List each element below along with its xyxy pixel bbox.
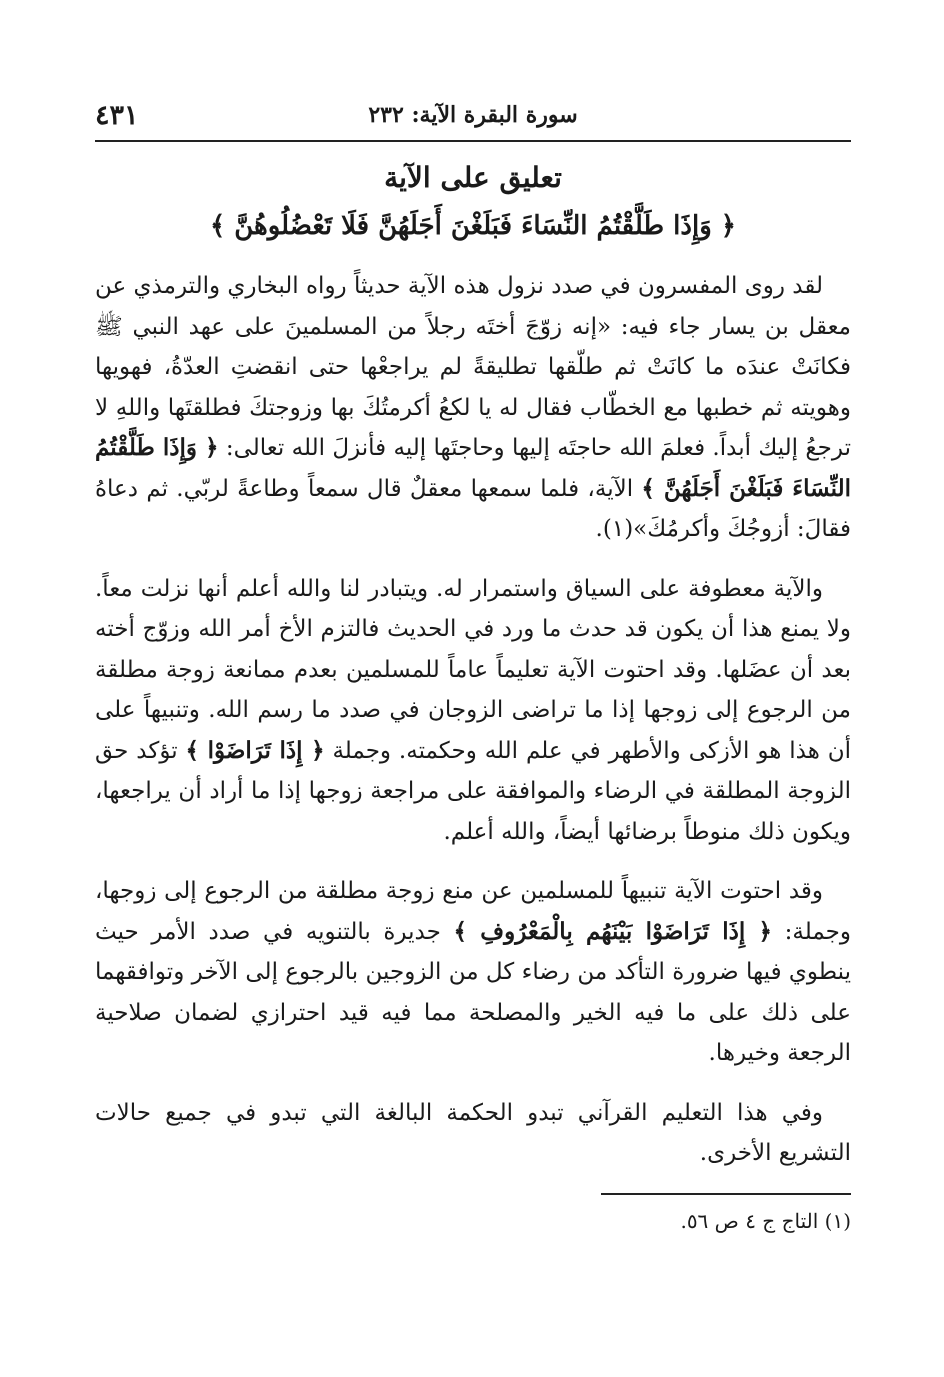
running-header xyxy=(95,100,851,142)
footnote: (١) التاج ج ٤ ص ٥٦. xyxy=(680,1208,851,1233)
quran-quote: ﴿ وَإِذَا طَلَّقْتُمُ النِّسَاءَ فَبَلَغْنَ أَجَلَهُنَّ ﴾ xyxy=(95,434,851,502)
page-number: ٤٣١ xyxy=(95,100,139,131)
paragraph-text: جديرة بالتنويه في صدد الأمر حيث ينطوي فيها ضرورة التأكد من رضاء كل من الزوجين بالرجوع إلى الآخر وتوافقهما على ذلك على ما فيه الخير والمصلحة مما فيه قيد احترازي لضمان صلاحية الرجعة وخيرها. xyxy=(95,918,851,1066)
body-text xyxy=(95,266,851,1174)
section-title: تعليق على الآية xyxy=(384,161,562,194)
paragraph-text: وفي هذا التعليم القرآني تبدو الحكمة البالغة التي تبدو في جميع حالات التشريع الأخرى. xyxy=(95,1099,851,1166)
page xyxy=(95,100,851,1237)
paragraph xyxy=(95,871,851,1074)
verse-heading: ﴿ وَإِذَا طَلَّقْتُمُ النِّسَاءَ فَبَلَغْنَ أَجَلَهُنَّ فَلَا تَعْضُلُوهُنَّ ﴾ xyxy=(209,211,737,241)
paragraph-text: لقد روى المفسرون في صدد نزول هذه الآية حديثاً رواه البخاري والترمذي عن معقل بن يسار جاء فيه: «إنه زوّجَ أختَه رجلاً من المسلمينَ على عهد النبي ﷺ فكانَتْ عندَه ما كانَتْ ثم طلّقها تطليقةً لم يراجعْها حتى انقضتِ العدّةُ، فهويها وهويته ثم خطبها مع الخطّاب فقال له يا لكعُ أكرمتُكَ بها وزوجتكَ فطلقتَها واللهِ لا ترجعُ إليك أبداً. فعلمَ الله حاجتَه إليها وحاجتَها إليه فأنزلَ الله تعالى: xyxy=(95,273,851,461)
quran-quote: ﴿ إِذَا تَرَاضَوْا ﴾ xyxy=(185,736,325,764)
paragraph-text: تؤكد حق الزوجة المطلقة في الرضاء والموافقة على مراجعة زوجها إذا ما أراد أن يراجعها، ويكون ذلك منوطاً برضائها أيضاً، والله أعلم. xyxy=(95,737,851,845)
paragraph xyxy=(95,1093,851,1174)
paragraph-text: الآية، فلما سمعها معقلٌ قال سمعاً وطاعةً لربّي. ثم دعاهُ فقالَ: أزوجُكَ وأكرمُكَ»(١). xyxy=(95,475,851,542)
paragraph xyxy=(95,569,851,853)
footnote-divider xyxy=(601,1193,851,1195)
quran-quote: ﴿ إِذَا تَرَاضَوْا بَيْنَهُم بِالْمَعْرُوفِ ﴾ xyxy=(453,917,773,945)
paragraph-text: وقد احتوت الآية تنبيهاً للمسلمين عن منع زوجة مطلقة من الرجوع إلى زوجها، وجملة: xyxy=(95,878,851,945)
paragraph xyxy=(95,266,851,550)
paragraph-text: والآية معطوفة على السياق واستمرار له. ويتبادر لنا والله أعلم أنها نزلت معاً. ولا يمنع هذا أن يكون قد حدث ما ورد في الحديث فالتزم الأخ أمر الله وزوّج أخته بعد أن عضَلها. وقد احتوت الآية تعليماً عاماً للمسلمين بعدم ممانعة زوجة مطلقة من الرجوع إلى زوجها إذا ما تراضى الزوجان في صدد ما رسم الله. وتنبيهاً على أن هذا هو الأزكى والأطهر في علم الله وحكمته. وجملة xyxy=(95,575,852,764)
header-title: سورة البقرة الآية: ٢٣٢ xyxy=(368,102,578,128)
